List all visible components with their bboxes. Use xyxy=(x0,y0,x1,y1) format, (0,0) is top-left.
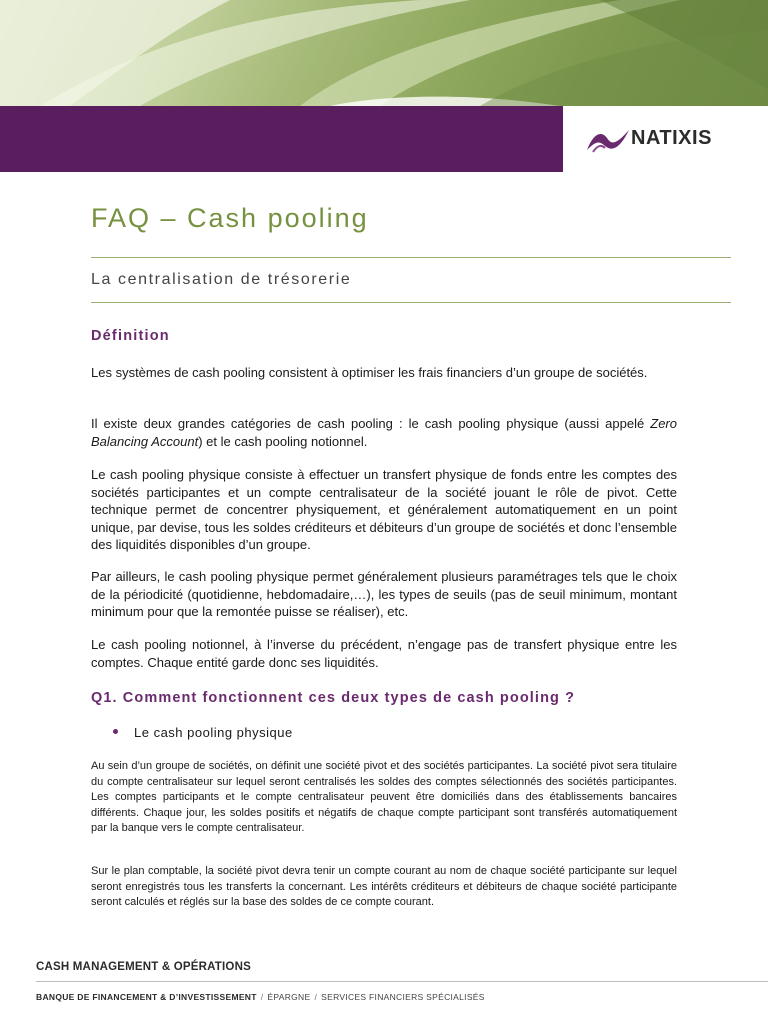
natixis-swoosh-icon xyxy=(585,124,631,156)
paragraph-4: Par ailleurs, le cash pooling physique permet généralement plusieurs paramétrages tels que le choix de la périodicité (quotidienne, hebdomadaire,…), les types de seuils (pas de seuil minimum, montant minimum pour que la remontée puisse se réaliser), etc. xyxy=(91,569,677,619)
paragraph-2 xyxy=(91,415,677,450)
footer-item-sfs: SERVICES FINANCIERS SPÉCIALISÉS xyxy=(321,992,485,1002)
header-purple-bar xyxy=(0,106,563,172)
paragraph-5: Le cash pooling notionnel, à l’inverse du précédent, n’engage pas de transfert physique entre les comptes. Chaque entité garde donc ses liquidités. xyxy=(91,637,677,670)
footer-business-lines xyxy=(36,992,485,1002)
footer-separator: / xyxy=(260,992,264,1002)
paragraph-2-emphasis: Zero Balancing Account xyxy=(91,416,677,449)
paragraph-2-text-a: Il existe deux grandes catégories de cash pooling : le cash pooling physique (aussi appelé xyxy=(91,416,651,431)
small-paragraph-2: Sur le plan comptable, la société pivot devra tenir un compte courant au nom de chaque société participante sur lequel seront enregistrés tous les transferts la concernant. Les intérêts créditeurs et débiteurs de chaque société participante seront calculés et réglés sur la base des soldes de ce compte courant. xyxy=(91,865,677,908)
title-divider xyxy=(91,257,731,258)
bullet-item xyxy=(113,725,293,740)
natixis-logo xyxy=(563,106,768,172)
footer-separator: / xyxy=(314,992,318,1002)
small-paragraph-1: Au sein d’un groupe de sociétés, on définit une société pivot et des sociétés participantes. La société pivot sera titulaire du compte centralisateur sur lequel seront centralisés les soldes des comptes sélectionnés des sociétés participantes. Les comptes participants et le compte centralisateur peuvent être domiciliés dans des établissements bancaires différents. Chaque jour, les soldes positifs et négatifs de chaque compte participant sont transférés automatiquement par la banque vers le compte centralisateur. xyxy=(91,760,677,834)
banner-swirl-graphic xyxy=(0,0,768,106)
header-banner xyxy=(0,0,768,106)
footer-department: CASH MANAGEMENT & OPÉRATIONS xyxy=(36,961,251,973)
bullet-label: Le cash pooling physique xyxy=(134,725,293,740)
paragraph-3: Le cash pooling physique consiste à effectuer un transfert physique de fonds entre les comptes des sociétés participantes et un compte centralisateur de la société jouant le rôle de pivot. Cette technique permet de concentrer physiquement, et généralement automatiquement en un point unique, par devise, tous les soldes créditeurs et débiteurs d’un groupe de sociétés et donc l’ensemble des liquidités disponibles d’un groupe. xyxy=(91,467,677,552)
paragraph-2-text-b: ) et le cash pooling notionnel. xyxy=(198,433,368,449)
footer-item-epargne: ÉPARGNE xyxy=(267,992,311,1002)
footer-divider xyxy=(36,981,768,982)
logo-wordmark: NATIXIS xyxy=(631,127,712,149)
paragraph-1: Les systèmes de cash pooling consistent à optimiser les frais financiers d’un groupe de sociétés. xyxy=(91,365,648,380)
footer-item-cib: BANQUE DE FINANCEMENT & D’INVESTISSEMENT xyxy=(36,992,257,1002)
subtitle-divider xyxy=(91,302,731,303)
bullet-dot-icon xyxy=(113,729,118,734)
q1-heading: Q1. Comment fonctionnent ces deux types de cash pooling ? xyxy=(91,690,576,706)
page-subtitle: La centralisation de trésorerie xyxy=(91,271,352,288)
page-title: FAQ – Cash pooling xyxy=(91,203,369,233)
definition-heading: Définition xyxy=(91,328,170,344)
